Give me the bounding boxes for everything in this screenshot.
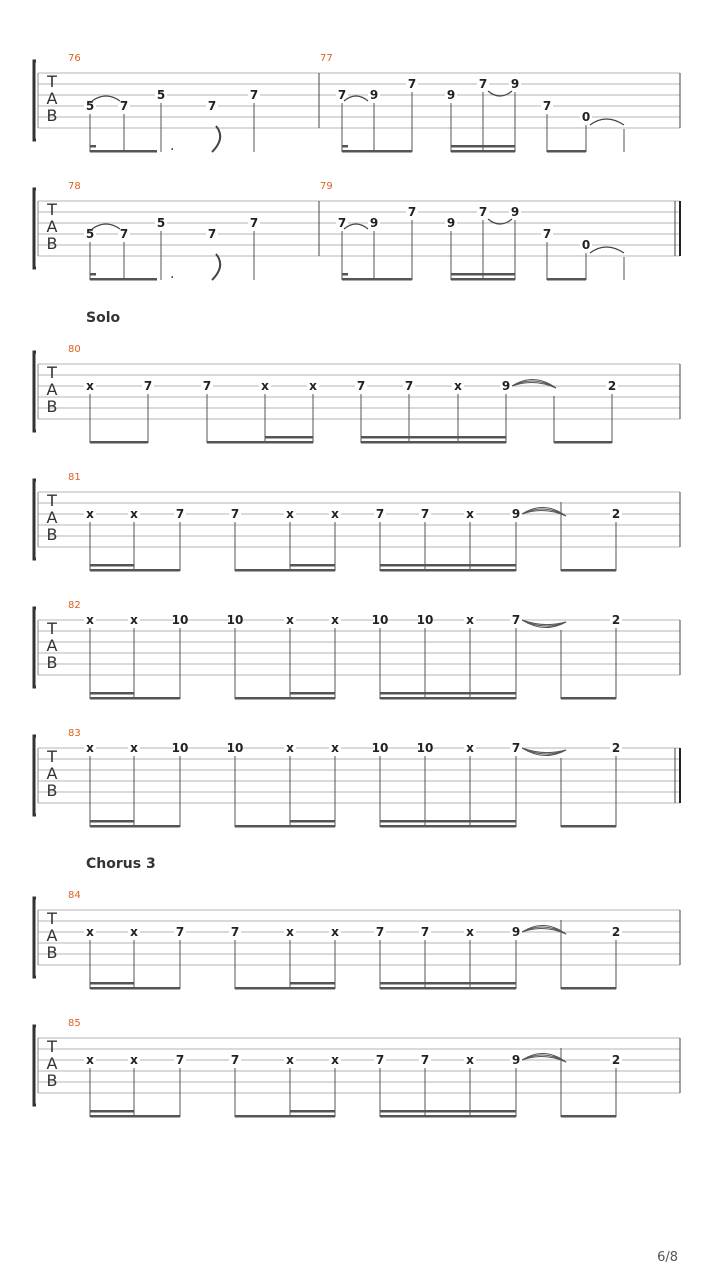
fret-number: 2 (611, 613, 621, 627)
beam (380, 982, 516, 985)
fret-number: 2 (611, 1053, 621, 1067)
fret-number: 9 (446, 216, 456, 230)
beam (90, 1115, 180, 1118)
flag (212, 126, 220, 152)
fret-number: 9 (501, 379, 511, 393)
beam (90, 441, 148, 444)
page-number: 6/8 (657, 1250, 678, 1265)
beam (90, 150, 157, 153)
fret-number: 7 (202, 379, 212, 393)
beam (235, 697, 335, 700)
fret-number: 5 (156, 216, 166, 230)
beam (90, 1110, 134, 1113)
fret-number: 7 (207, 227, 217, 241)
fret-number: 7 (420, 1053, 430, 1067)
fret-number: x (331, 925, 339, 939)
tab-clef-letter: T (47, 72, 57, 91)
beam (342, 145, 348, 148)
fret-number: 7 (175, 1053, 185, 1067)
tab-system (34, 53, 680, 154)
fret-number: 7 (337, 216, 347, 230)
tab-system (34, 1018, 680, 1118)
fret-number: x (86, 379, 94, 393)
system-bracket (34, 61, 36, 140)
fret-number: x (331, 507, 339, 521)
measure-number: 82 (68, 600, 81, 611)
beam (451, 150, 515, 153)
measure-number: 80 (68, 344, 81, 355)
beam (561, 697, 616, 700)
beam (90, 820, 134, 823)
beam (265, 436, 313, 439)
fret-number: 10 (371, 613, 389, 627)
fret-number: x (130, 925, 138, 939)
fret-number: 7 (119, 227, 129, 241)
fret-number: x (466, 1053, 474, 1067)
fret-number: 9 (510, 205, 520, 219)
tab-system (34, 472, 680, 572)
beam (561, 1115, 616, 1118)
fret-number: x (466, 741, 474, 755)
slur (590, 247, 624, 253)
system-bracket (34, 898, 36, 977)
beam (554, 441, 612, 444)
fret-number: 7 (207, 99, 217, 113)
beam (290, 564, 335, 567)
tab-system (34, 310, 680, 444)
fret-number: 7 (230, 507, 240, 521)
fret-number: 9 (511, 1053, 521, 1067)
measure-number: 81 (68, 472, 81, 483)
beam (235, 569, 335, 572)
fret-number: 9 (369, 216, 379, 230)
beam (342, 150, 412, 153)
fret-number: x (286, 741, 294, 755)
tab-clef-letter: A (46, 380, 58, 399)
fret-number: x (86, 741, 94, 755)
beam (361, 441, 506, 444)
fret-number: 7 (249, 88, 259, 102)
measure-number: 85 (68, 1018, 81, 1029)
fret-number: 7 (478, 77, 488, 91)
fret-number: x (331, 613, 339, 627)
beam (290, 982, 335, 985)
beam (290, 820, 335, 823)
fret-number: 7 (356, 379, 366, 393)
beam (380, 1110, 516, 1113)
fret-number: 7 (375, 507, 385, 521)
tab-clef-letter: T (47, 619, 57, 638)
section-label: Solo (86, 310, 121, 326)
beam (90, 564, 134, 567)
fret-number: 10 (226, 741, 244, 755)
fret-number: 2 (611, 925, 621, 939)
tab-clef-letter: T (47, 747, 57, 766)
fret-number: 7 (230, 1053, 240, 1067)
fret-number: x (454, 379, 462, 393)
fret-number: x (86, 613, 94, 627)
fret-number: 7 (542, 227, 552, 241)
fret-number: 7 (420, 925, 430, 939)
measure-number: 78 (68, 181, 81, 192)
fret-number: 7 (420, 507, 430, 521)
fret-number: 10 (416, 741, 434, 755)
beam (235, 1115, 335, 1118)
tab-clef-letter: A (46, 89, 58, 108)
tab-system (34, 856, 680, 990)
beam (380, 564, 516, 567)
fret-number: 10 (171, 613, 189, 627)
beam (90, 982, 134, 985)
beam (235, 825, 335, 828)
tab-system (34, 181, 680, 282)
slur (92, 224, 120, 229)
system-bracket (34, 189, 36, 268)
beam (235, 987, 335, 990)
beam (380, 697, 516, 700)
fret-number: 7 (511, 741, 521, 755)
fret-number: 7 (143, 379, 153, 393)
beam (561, 987, 616, 990)
beam (342, 278, 412, 281)
tab-clef-letter: A (46, 508, 58, 527)
fret-number: x (331, 741, 339, 755)
tab-clef-letter: B (46, 1071, 58, 1090)
beam (90, 697, 180, 700)
fret-number: 7 (175, 925, 185, 939)
fret-number: 10 (416, 613, 434, 627)
beam (451, 273, 515, 276)
fret-number: x (286, 507, 294, 521)
tab-clef-letter: B (46, 653, 58, 672)
fret-number: x (86, 925, 94, 939)
tab-clef-letter: B (46, 106, 58, 125)
fret-number: 9 (369, 88, 379, 102)
slur (92, 96, 120, 101)
beam (380, 1115, 516, 1118)
system-bracket (34, 736, 36, 815)
fret-number: x (130, 507, 138, 521)
tab-clef-letter: T (47, 363, 57, 382)
beam (547, 150, 586, 153)
fret-number: 7 (230, 925, 240, 939)
fret-number: 7 (407, 77, 417, 91)
tab-clef-letter: B (46, 781, 58, 800)
fret-number: 7 (375, 925, 385, 939)
fret-number: 5 (156, 88, 166, 102)
beam (90, 825, 180, 828)
fret-number: 5 (85, 99, 95, 113)
fret-number: 5 (85, 227, 95, 241)
beam (561, 825, 616, 828)
fret-number: x (309, 379, 317, 393)
fret-number: x (86, 1053, 94, 1067)
tab-clef-letter: A (46, 636, 58, 655)
beam (380, 987, 516, 990)
fret-number: 7 (542, 99, 552, 113)
fret-number: x (286, 1053, 294, 1067)
beam (90, 987, 180, 990)
tab-clef-letter: T (47, 200, 57, 219)
dot: . (170, 266, 175, 282)
beam (90, 145, 96, 148)
tab-clef-letter: B (46, 397, 58, 416)
beam (451, 145, 515, 148)
system-bracket (34, 352, 36, 431)
measure-number: 77 (320, 53, 333, 64)
beam (380, 692, 516, 695)
beam (451, 278, 515, 281)
fret-number: 7 (119, 99, 129, 113)
fret-number: 7 (249, 216, 259, 230)
fret-number: x (261, 379, 269, 393)
fret-number: x (286, 925, 294, 939)
beam (380, 569, 516, 572)
beam (342, 273, 348, 276)
fret-number: 7 (337, 88, 347, 102)
fret-number: 2 (607, 379, 617, 393)
fret-number: 10 (226, 613, 244, 627)
fret-number: 0 (581, 110, 591, 124)
measure-number: 83 (68, 728, 81, 739)
tab-clef-letter: T (47, 491, 57, 510)
tab-clef-letter: T (47, 909, 57, 928)
system-bracket (34, 608, 36, 687)
fret-number: 9 (511, 925, 521, 939)
fret-number: x (466, 925, 474, 939)
tab-clef-letter: A (46, 926, 58, 945)
fret-number: 7 (511, 613, 521, 627)
tab-clef-letter: B (46, 525, 58, 544)
fret-number: 7 (407, 205, 417, 219)
fret-number: x (331, 1053, 339, 1067)
tab-clef-letter: B (46, 943, 58, 962)
fret-number: 9 (510, 77, 520, 91)
fret-number: 2 (611, 507, 621, 521)
fret-number: x (466, 507, 474, 521)
beam (90, 273, 96, 276)
fret-number: 2 (611, 741, 621, 755)
beam (207, 441, 313, 444)
measure-number: 79 (320, 181, 333, 192)
tab-clef-letter: A (46, 217, 58, 236)
beam (361, 436, 506, 439)
beam (90, 278, 157, 281)
fret-number: x (130, 1053, 138, 1067)
fret-number: 7 (375, 1053, 385, 1067)
tab-system (34, 600, 680, 700)
fret-number: 7 (175, 507, 185, 521)
fret-number: x (466, 613, 474, 627)
system-bracket (34, 1026, 36, 1105)
tab-clef-letter: T (47, 1037, 57, 1056)
beam (290, 1110, 335, 1113)
fret-number: 7 (478, 205, 488, 219)
tab-system (34, 728, 680, 828)
slur (590, 119, 624, 125)
beam (380, 820, 516, 823)
tab-clef-letter: A (46, 764, 58, 783)
measure-number: 76 (68, 53, 81, 64)
beam (290, 692, 335, 695)
beam (561, 569, 616, 572)
fret-number: 7 (404, 379, 414, 393)
fret-number: x (86, 507, 94, 521)
fret-number: 10 (171, 741, 189, 755)
fret-number: 9 (511, 507, 521, 521)
fret-number: 10 (371, 741, 389, 755)
fret-number: 9 (446, 88, 456, 102)
beam (90, 692, 134, 695)
dot: . (170, 138, 175, 154)
beam (380, 825, 516, 828)
tab-clef-letter: B (46, 234, 58, 253)
tab-clef-letter: A (46, 1054, 58, 1073)
fret-number: x (130, 741, 138, 755)
system-bracket (34, 480, 36, 559)
section-label: Chorus 3 (86, 856, 156, 872)
fret-number: 0 (581, 238, 591, 252)
fret-number: x (286, 613, 294, 627)
flag (212, 254, 220, 280)
measure-number: 84 (68, 890, 81, 901)
beam (547, 278, 586, 281)
fret-number: x (130, 613, 138, 627)
beam (90, 569, 180, 572)
